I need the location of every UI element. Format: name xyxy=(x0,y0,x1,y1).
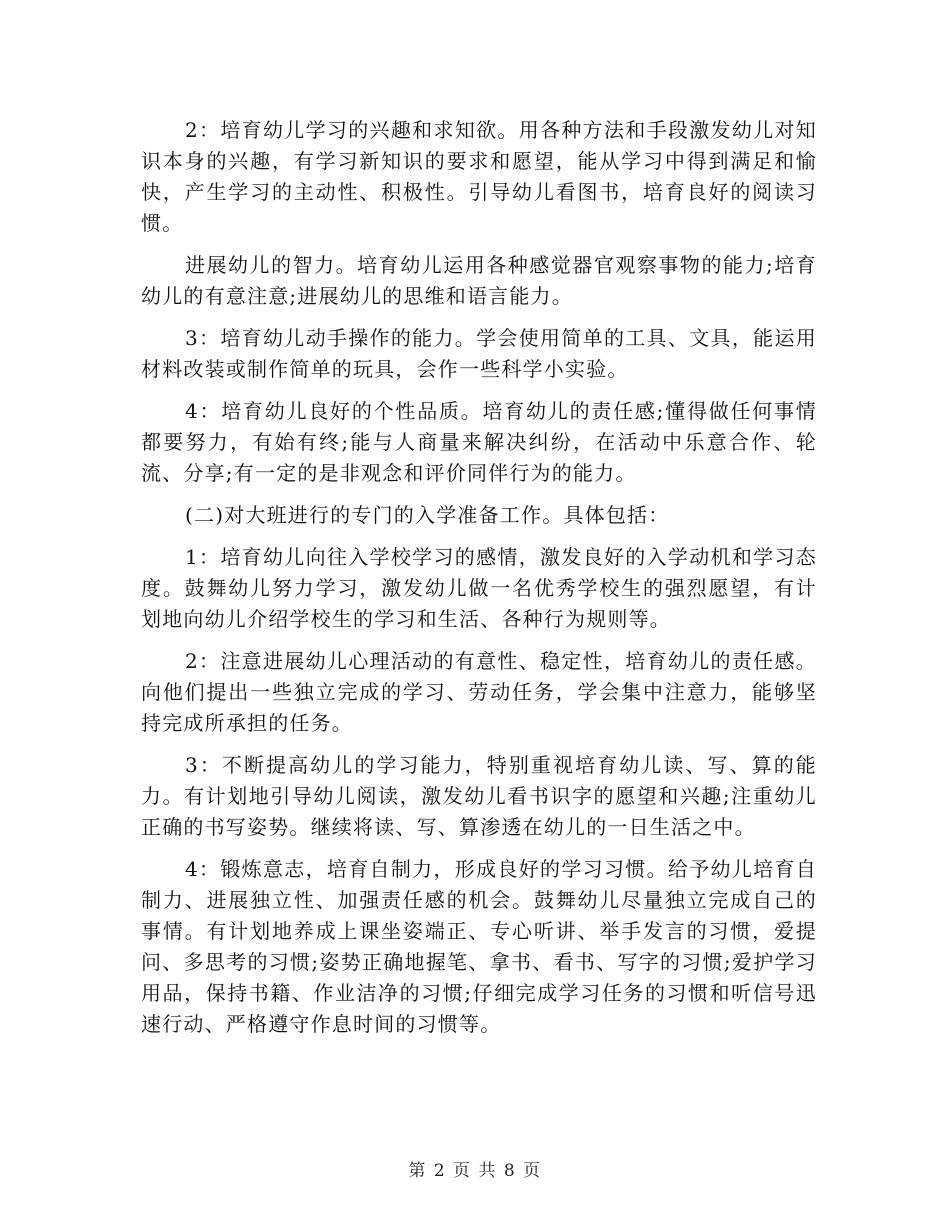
page-number: 第 2 页 共 8 页 xyxy=(408,1161,542,1181)
paragraph: 2：培育幼儿学习的兴趣和求知欲。用各种方法和手段激发幼儿对知识本身的兴趣，有学习新知识的要求和愿望，能从学习中得到满足和愉快，产生学习的主动性、积极性。引导幼儿看图书，培育良好的阅读习惯。 xyxy=(141,118,817,235)
paragraph: 1：培育幼儿向往入学校学习的感情，激发良好的入学动机和学习态度。鼓舞幼儿努力学习，激发幼儿做一名优秀学校生的强烈愿望，有计划地向幼儿介绍学校生的学习和生活、各种行为规则等。 xyxy=(141,545,817,631)
paragraph: 4：锻炼意志，培育自制力，形成良好的学习习惯。给予幼儿培育自制力、进展独立性、加强责任感的机会。鼓舞幼儿尽量独立完成自己的事情。有计划地养成上课坐姿端正、专心听讲、举手发言的习惯，爱提问、多思考的习惯;姿势正确地握笔、拿书、看书、写字的习惯;爱护学习用品，保持书籍、作业洁净的习惯;仔细完成学习任务的习惯和听信号迅速行动、严格遵守作息时间的习惯等。 xyxy=(141,857,817,1036)
paragraph: 2：注意进展幼儿心理活动的有意性、稳定性，培育幼儿的责任感。向他们提出一些独立完成的学习、劳动任务，学会集中注意力，能够坚持完成所承担的任务。 xyxy=(141,649,817,735)
paragraph: 3：培育幼儿动手操作的能力。学会使用简单的工具、文具，能运用材料改装或制作简单的玩具，会作一些科学小实验。 xyxy=(141,326,817,381)
paragraph: 4：培育幼儿良好的个性品质。培育幼儿的责任感;懂得做任何事情都要努力，有始有终;能与人商量来解决纠纷，在活动中乐意合作、轮流、分享;有一定的是非观念和评价同伴行为的能力。 xyxy=(141,399,817,485)
paragraph: 3：不断提高幼儿的学习能力，特别重视培育幼儿读、写、算的能力。有计划地引导幼儿阅读，激发幼儿看书识字的愿望和兴趣;注重幼儿正确的书写姿势。继续将读、写、算渗透在幼儿的一日生活之中。 xyxy=(141,753,817,839)
section-heading: (二)对大班进行的专门的入学准备工作。具体包括： xyxy=(185,503,670,527)
paragraph: 进展幼儿的智力。培育幼儿运用各种感觉器官观察事物的能力;培育幼儿的有意注意;进展幼儿的思维和语言能力。 xyxy=(141,253,817,308)
body-text xyxy=(141,115,817,1051)
page-footer xyxy=(0,1156,950,1181)
